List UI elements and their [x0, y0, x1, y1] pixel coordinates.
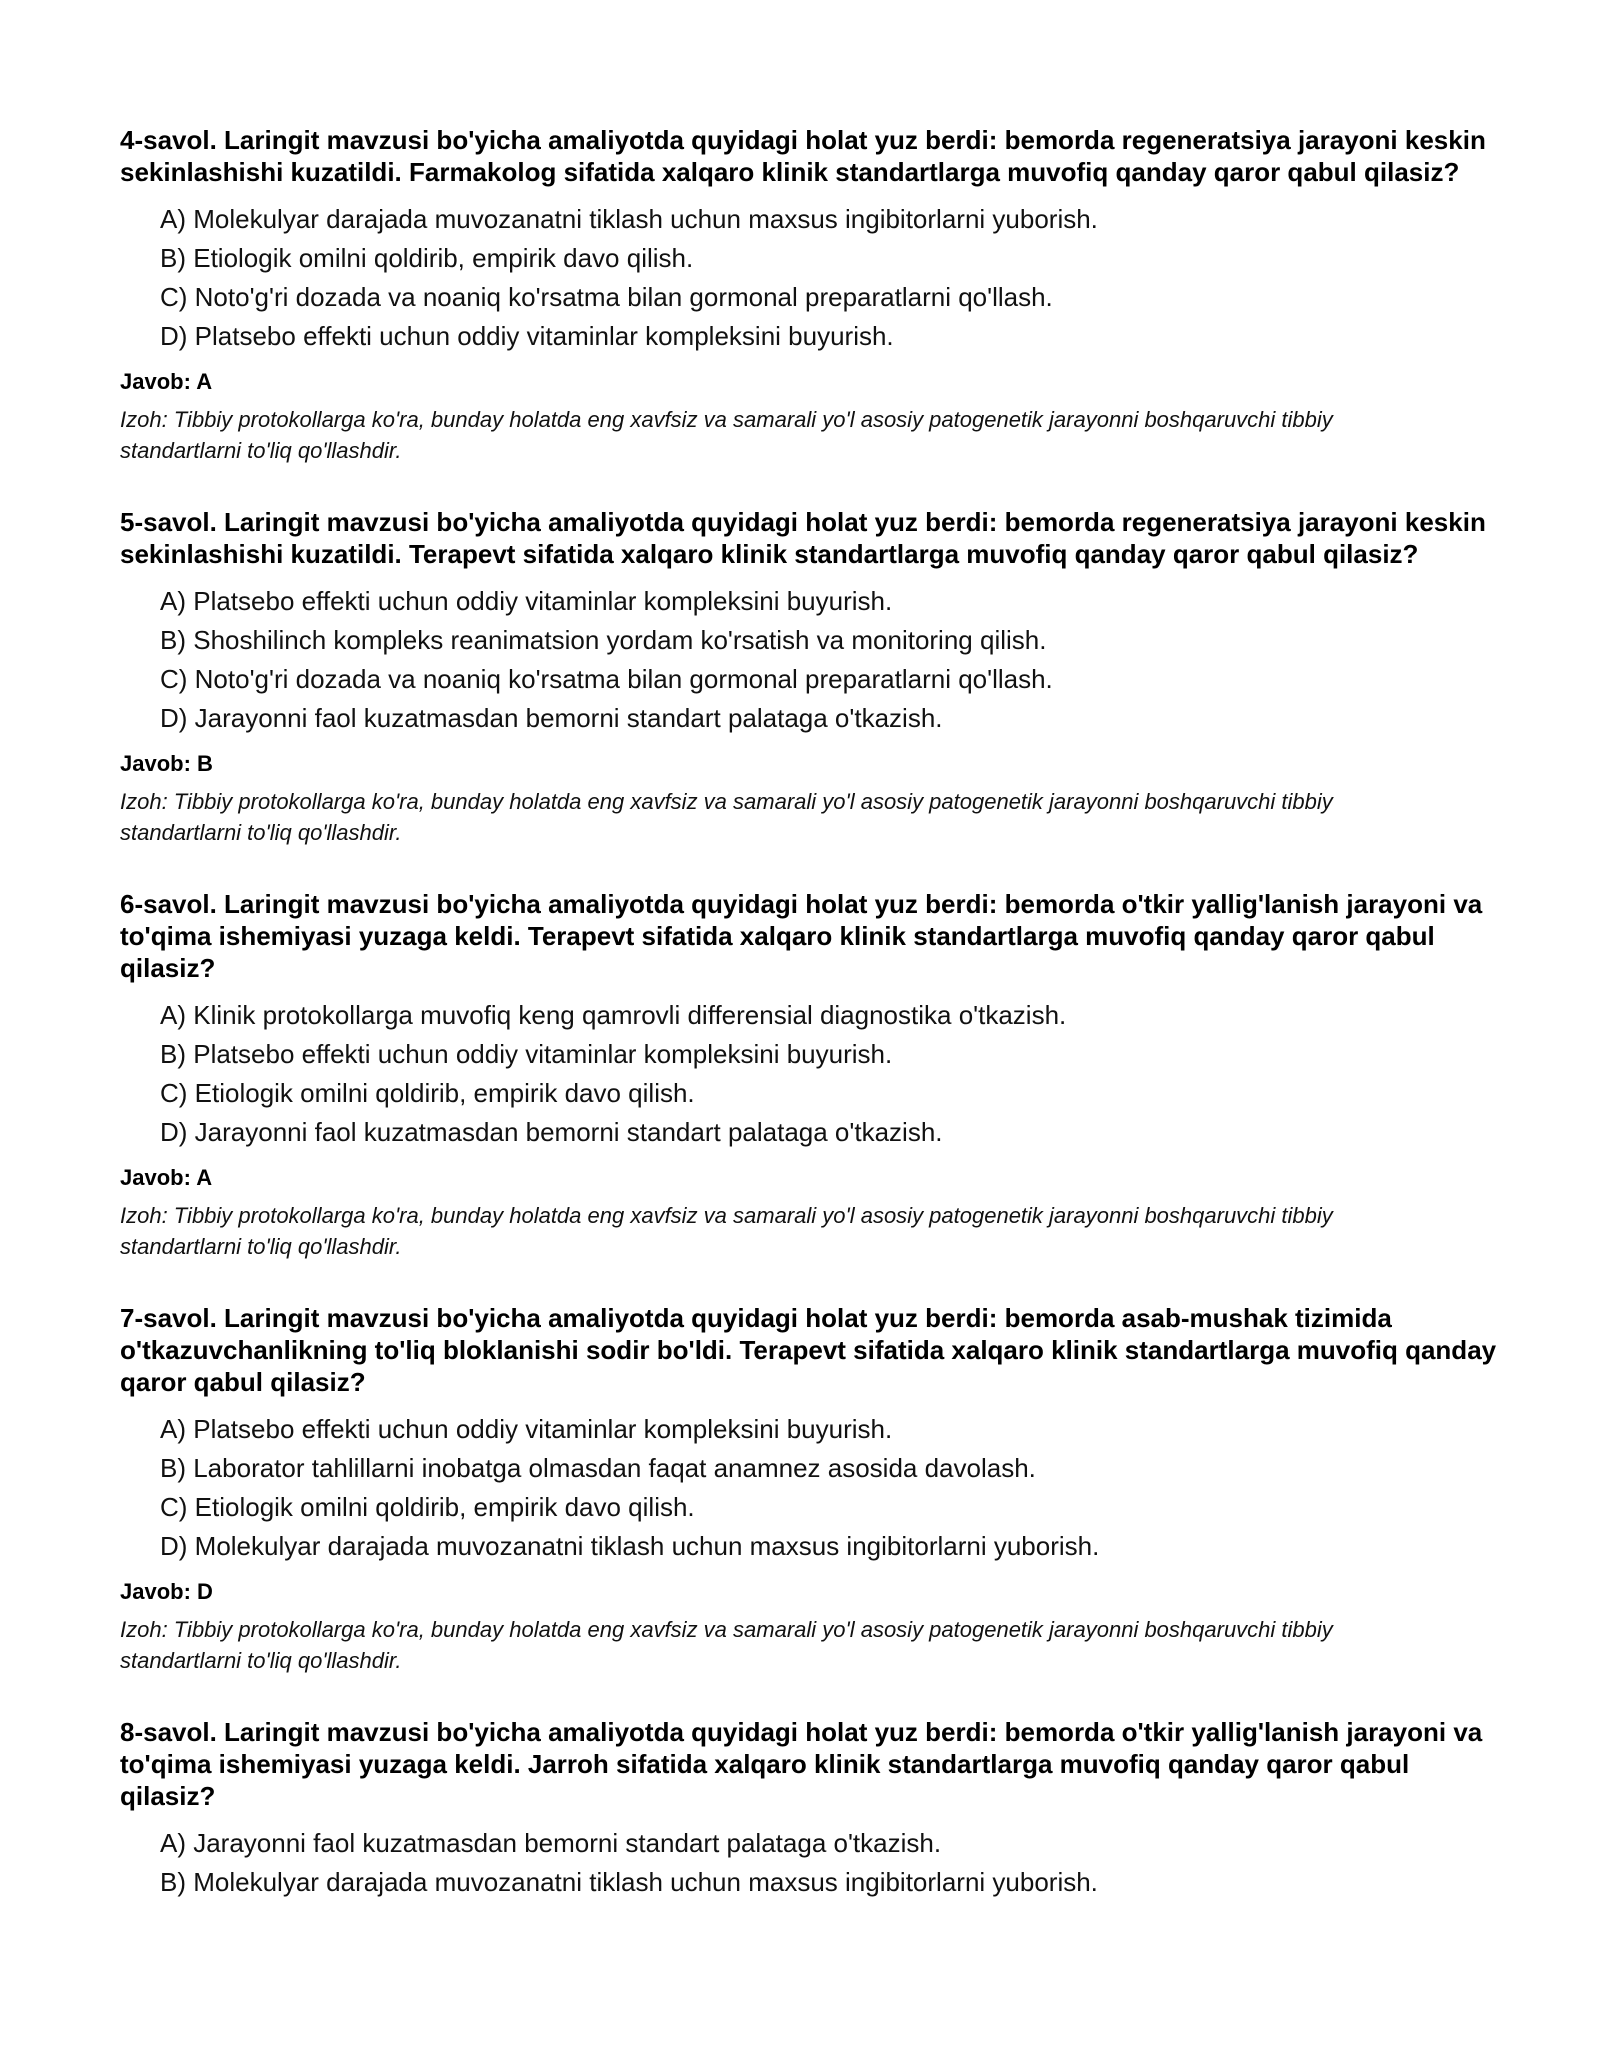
- question-block: [120, 506, 1500, 848]
- question-title: 7-savol. Laringit mavzusi bo'yicha amaliyotda quyidagi holat yuz berdi: bemorda asab-mushak tizimida o'tkazuvchanlikning to'liq bloklanishi sodir bo'ldi. Terapevt sifatida xalqaro klinik standartlarga muvofiq qanday qaror qabul qilasiz?: [120, 1303, 1497, 1397]
- option-b: B) Laborator tahlillarni inobatga olmasdan faqat anamnez asosida davolash.: [160, 1453, 1036, 1483]
- question-title: 6-savol. Laringit mavzusi bo'yicha amaliyotda quyidagi holat yuz berdi: bemorda o'tkir yallig'lanish jarayoni va to'qima ishemiyasi yuzaga keldi. Terapevt sifatida xalqaro klinik standartlarga muvofiq qanday qaror qabul qilasiz?: [120, 889, 1483, 983]
- question-title: 8-savol. Laringit mavzusi bo'yicha amaliyotda quyidagi holat yuz berdi: bemorda o'tkir yallig'lanish jarayoni va to'qima ishemiyasi yuzaga keldi. Jarroh sifatida xalqaro klinik standartlarga muvofiq qanday qaror qabul qilasiz?: [120, 1717, 1483, 1811]
- option-a: A) Platsebo effekti uchun oddiy vitaminlar kompleksini buyurish.: [160, 1414, 893, 1444]
- option-d: D) Jarayonni faol kuzatmasdan bemorni standart palataga o'tkazish.: [160, 703, 943, 733]
- options-list: [120, 1824, 1500, 1902]
- option-b: B) Shoshilinch kompleks reanimatsion yordam ko'rsatish va monitoring qilish.: [160, 625, 1047, 655]
- option-a: A) Jarayonni faol kuzatmasdan bemorni standart palataga o'tkazish.: [160, 1828, 942, 1858]
- options-list: [120, 1410, 1500, 1566]
- option-c: C) Etiologik omilni qoldirib, empirik davo qilish.: [160, 1078, 695, 1108]
- question-block: [120, 1716, 1500, 1902]
- option-c: C) Noto'g'ri dozada va noaniq ko'rsatma bilan gormonal preparatlarni qo'llash.: [160, 664, 1053, 694]
- document-page: [120, 124, 1500, 1942]
- option-d: D) Molekulyar darajada muvozanatni tiklash uchun maxsus ingibitorlarni yuborish.: [160, 1531, 1100, 1561]
- answer-label: Javob: A: [120, 369, 213, 394]
- option-b: B) Etiologik omilni qoldirib, empirik davo qilish.: [160, 243, 694, 273]
- explanation-note: Izoh: Tibbiy protokollarga ko'ra, bunday holatda eng xavfsiz va samarali yo'l asosiy patogenetik jarayonni boshqaruvchi tibbiy standartlarni to'liq qo'llashdir.: [120, 1617, 1333, 1673]
- question-block: [120, 1302, 1500, 1676]
- explanation-note: Izoh: Tibbiy protokollarga ko'ra, bunday holatda eng xavfsiz va samarali yo'l asosiy patogenetik jarayonni boshqaruvchi tibbiy standartlarni to'liq qo'llashdir.: [120, 789, 1333, 845]
- option-a: A) Platsebo effekti uchun oddiy vitaminlar kompleksini buyurish.: [160, 586, 893, 616]
- options-list: [120, 582, 1500, 738]
- question-block: [120, 888, 1500, 1262]
- answer-label: Javob: B: [120, 751, 213, 776]
- options-list: [120, 200, 1500, 356]
- option-d: D) Jarayonni faol kuzatmasdan bemorni standart palataga o'tkazish.: [160, 1117, 943, 1147]
- answer-label: Javob: D: [120, 1579, 213, 1604]
- question-title: 5-savol. Laringit mavzusi bo'yicha amaliyotda quyidagi holat yuz berdi: bemorda regeneratsiya jarayoni keskin sekinlashishi kuzatildi. Terapevt sifatida xalqaro klinik standartlarga muvofiq qanday qaror qabul qilasiz?: [120, 507, 1486, 569]
- option-b: B) Platsebo effekti uchun oddiy vitaminlar kompleksini buyurish.: [160, 1039, 893, 1069]
- explanation-note: Izoh: Tibbiy protokollarga ko'ra, bunday holatda eng xavfsiz va samarali yo'l asosiy patogenetik jarayonni boshqaruvchi tibbiy standartlarni to'liq qo'llashdir.: [120, 1203, 1333, 1259]
- option-c: C) Noto'g'ri dozada va noaniq ko'rsatma bilan gormonal preparatlarni qo'llash.: [160, 282, 1053, 312]
- answer-label: Javob: A: [120, 1165, 213, 1190]
- option-a: A) Klinik protokollarga muvofiq keng qamrovli differensial diagnostika o'tkazish.: [160, 1000, 1067, 1030]
- question-title: 4-savol. Laringit mavzusi bo'yicha amaliyotda quyidagi holat yuz berdi: bemorda regeneratsiya jarayoni keskin sekinlashishi kuzatildi. Farmakolog sifatida xalqaro klinik standartlarga muvofiq qanday qaror qabul qilasiz?: [120, 125, 1486, 187]
- option-b: B) Molekulyar darajada muvozanatni tiklash uchun maxsus ingibitorlarni yuborish.: [160, 1867, 1098, 1897]
- option-c: C) Etiologik omilni qoldirib, empirik davo qilish.: [160, 1492, 695, 1522]
- option-a: A) Molekulyar darajada muvozanatni tiklash uchun maxsus ingibitorlarni yuborish.: [160, 204, 1098, 234]
- options-list: [120, 996, 1500, 1152]
- question-block: [120, 124, 1500, 466]
- option-d: D) Platsebo effekti uchun oddiy vitaminlar kompleksini buyurish.: [160, 321, 894, 351]
- explanation-note: Izoh: Tibbiy protokollarga ko'ra, bunday holatda eng xavfsiz va samarali yo'l asosiy patogenetik jarayonni boshqaruvchi tibbiy standartlarni to'liq qo'llashdir.: [120, 407, 1333, 463]
